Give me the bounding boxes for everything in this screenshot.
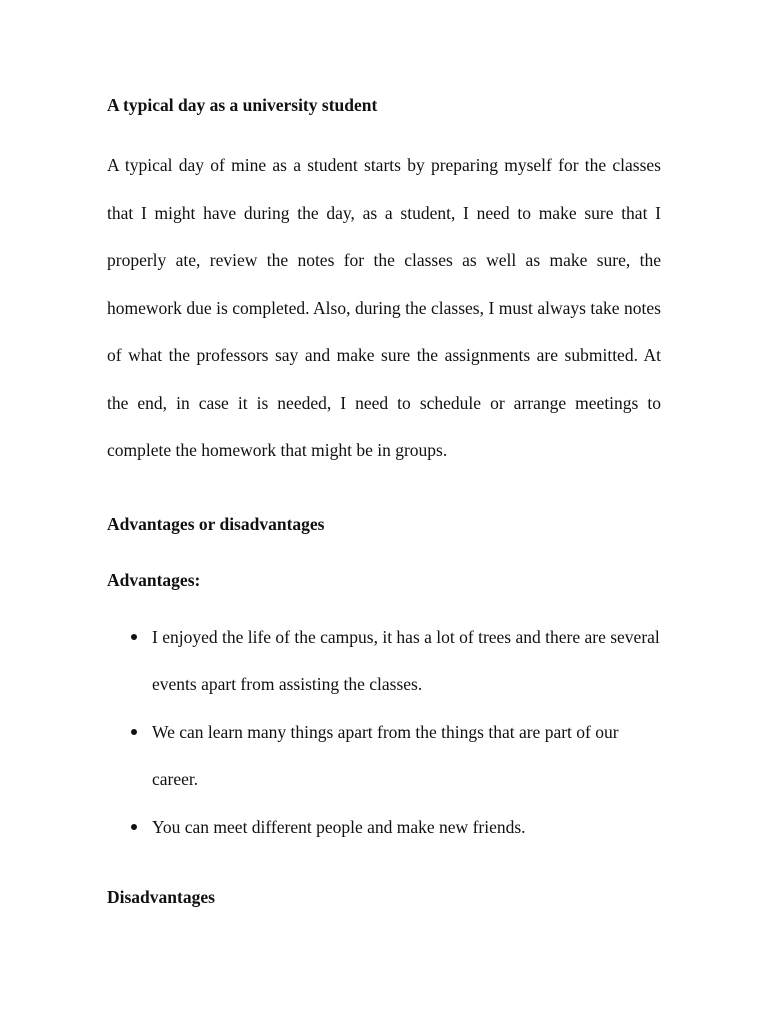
- section-heading: Advantages or disadvantages: [107, 513, 325, 534]
- list-item: [107, 804, 661, 852]
- advantages-list: [107, 614, 661, 852]
- disadvantages-heading: Disadvantages: [107, 887, 215, 907]
- intro-paragraph: A typical day of mine as a student starts by preparing myself for the classes that I might have during the day, as a student, I need to make sure that I properly ate, review the notes for the classes as well as make sure, the homework due is completed. Also, during the classes, I must always take notes of what the professors say and make sure the assignments are submitted. At the end, in case it is needed, I need to schedule or arrange meetings to complete the homework that might be in groups.: [107, 155, 661, 460]
- list-item-text: I enjoyed the life of the campus, it has a lot of trees and there are several events apart from assisting the classes.: [152, 626, 660, 694]
- list-item-text: We can learn many things apart from the things that are part of our career.: [152, 721, 619, 789]
- bullet-icon: [131, 729, 137, 735]
- bullet-icon: [131, 824, 137, 830]
- advantages-heading: Advantages:: [107, 569, 201, 590]
- list-item: [107, 709, 661, 804]
- document-title: A typical day as a university student: [107, 95, 378, 115]
- document-body: [107, 93, 661, 909]
- bullet-icon: [131, 634, 137, 640]
- list-item-text: You can meet different people and make new friends.: [152, 816, 526, 837]
- list-item: [107, 614, 661, 709]
